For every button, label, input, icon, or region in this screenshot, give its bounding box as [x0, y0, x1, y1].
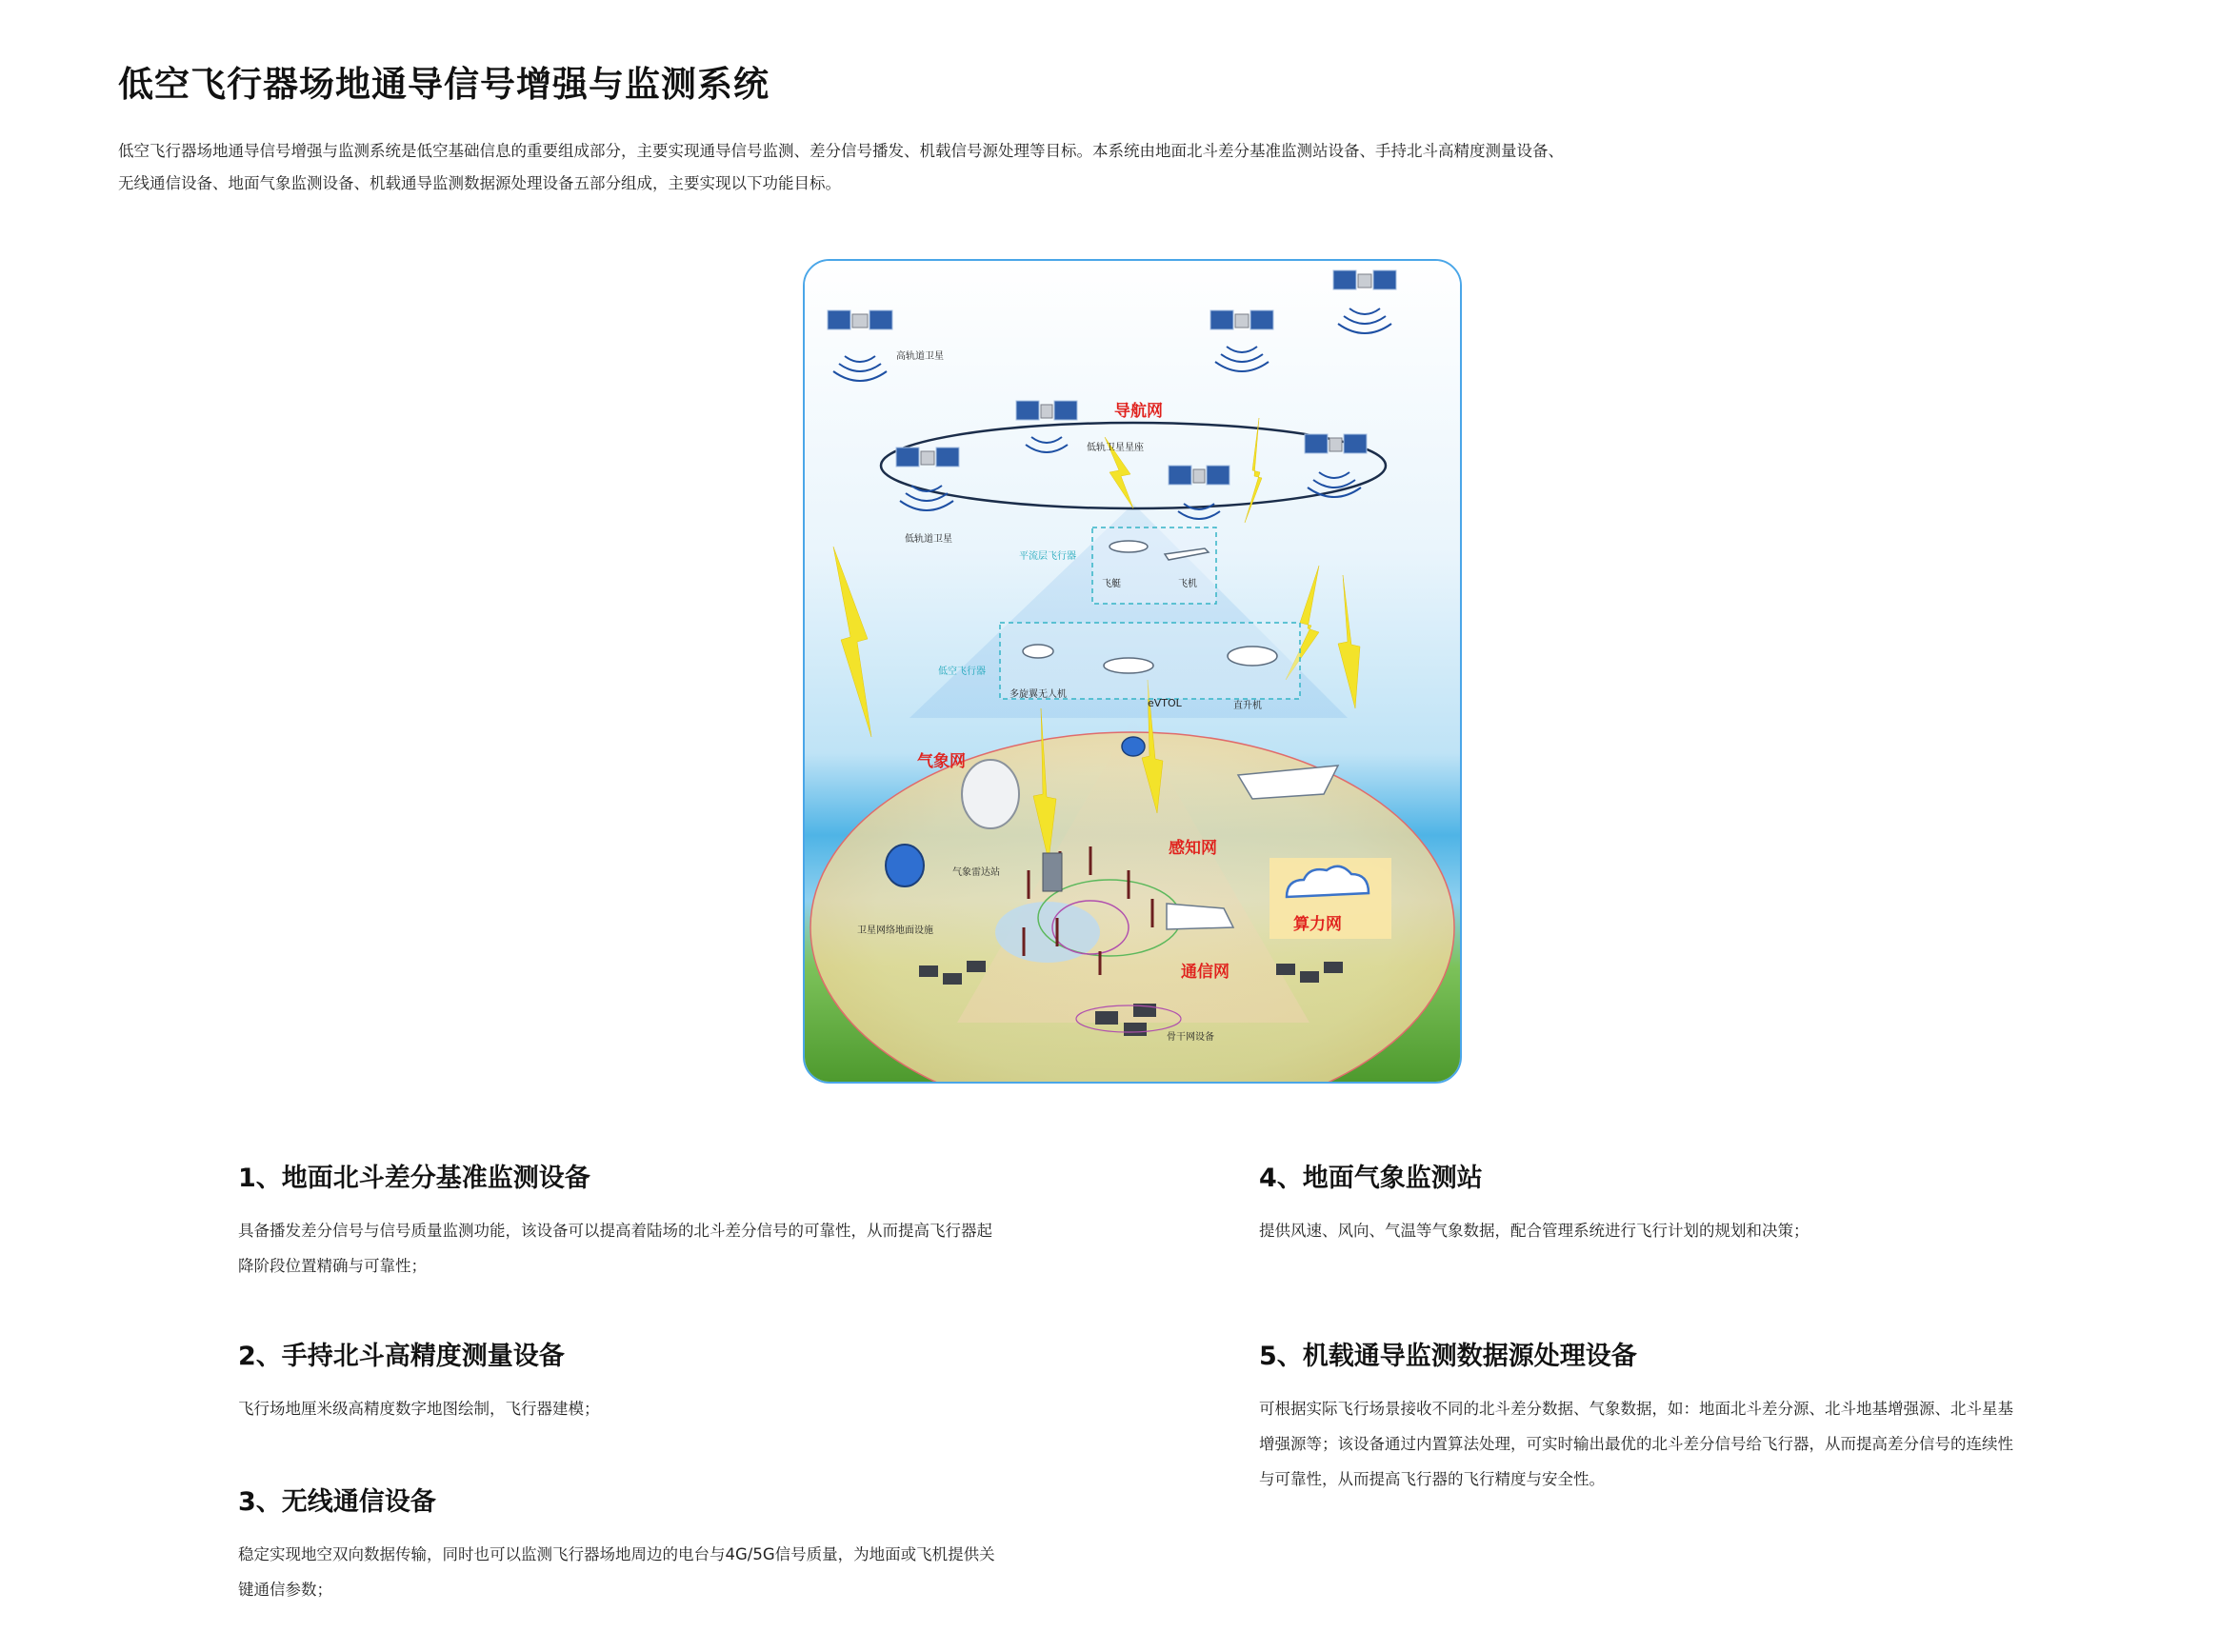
intro-paragraph: 低空飞行器场地通导信号增强与监测系统是低空基础信息的重要组成部分，主要实现通导信号监测、差分信号播发、机载信号源处理等目标。本系统由地面北斗差分基准监测站设备、手持北斗高精度测量设备、无线通信设备、地面气象监测设备、机载通导监测数据源处理设备五部分组成，主要实现以下功能目标。 — [118, 142, 1564, 192]
label-comm-net: 通信网 — [1181, 963, 1229, 982]
section-title: 4、地面气象监测站 — [1259, 1164, 1483, 1193]
label-low-altitude: 低空飞行器 — [938, 667, 986, 677]
section-4 — [1259, 1157, 2021, 1248]
label-radar: 气象雷达站 — [952, 867, 1000, 878]
label-weather-net: 气象网 — [917, 752, 966, 771]
label-airship: 飞艇 — [1102, 579, 1121, 589]
section-title: 1、地面北斗差分基准监测设备 — [238, 1164, 590, 1193]
label-backbone: 骨干网设备 — [1167, 1032, 1214, 1043]
label-helicopter: 直升机 — [1233, 701, 1262, 711]
section-body: 稳定实现地空双向数据传输，同时也可以监测飞行器场地周边的电台与4G/5G信号质量，为地面或飞机提供关键通信参数； — [238, 1545, 995, 1599]
label-sat-ground: 卫星网络地面设施 — [857, 926, 933, 936]
label-stratosphere: 平流层飞行器 — [1019, 551, 1076, 562]
section-1 — [238, 1157, 1000, 1284]
label-multirotor: 多旋翼无人机 — [1010, 689, 1067, 700]
section-title: 3、无线通信设备 — [238, 1487, 436, 1517]
section-title: 2、手持北斗高精度测量设备 — [238, 1342, 565, 1371]
section-title: 5、机载通导监测数据源处理设备 — [1259, 1342, 1637, 1371]
section-3 — [238, 1481, 1000, 1607]
label-high-orbit: 高轨道卫星 — [896, 351, 944, 362]
label-compute-net: 算力网 — [1293, 915, 1342, 934]
section-body: 可根据实际飞行场景接收不同的北斗差分数据、气象数据，如：地面北斗差分源、北斗地基增强源、北斗星基增强源等；该设备通过内置算法处理，可实时输出最优的北斗差分信号给飞行器，从而提高差分信号的连续性与可靠性，从而提高飞行器的飞行精度与安全性。 — [1259, 1400, 2013, 1488]
section-2 — [238, 1335, 1000, 1426]
label-plane: 飞机 — [1178, 579, 1197, 589]
system-diagram — [803, 259, 1462, 1084]
section-5 — [1259, 1335, 2021, 1497]
label-leo-sat: 低轨道卫星 — [905, 534, 952, 545]
label-sensing-net: 感知网 — [1169, 839, 1217, 858]
section-body: 飞行场地厘米级高精度数字地图绘制，飞行器建模； — [238, 1400, 600, 1418]
label-nav-net: 导航网 — [1114, 402, 1163, 421]
section-body: 提供风速、风向、气温等气象数据，配合管理系统进行飞行计划的规划和决策； — [1259, 1222, 1809, 1240]
page-title: 低空飞行器场地通导信号增强与监测系统 — [118, 64, 770, 105]
label-leo-constellation: 低轨卫星星座 — [1087, 443, 1144, 453]
section-body: 具备播发差分信号与信号质量监测功能，该设备可以提高着陆场的北斗差分信号的可靠性，从而提高飞行器起降阶段位置精确与可靠性； — [238, 1222, 992, 1275]
label-evtol: eVTOL — [1148, 697, 1182, 709]
